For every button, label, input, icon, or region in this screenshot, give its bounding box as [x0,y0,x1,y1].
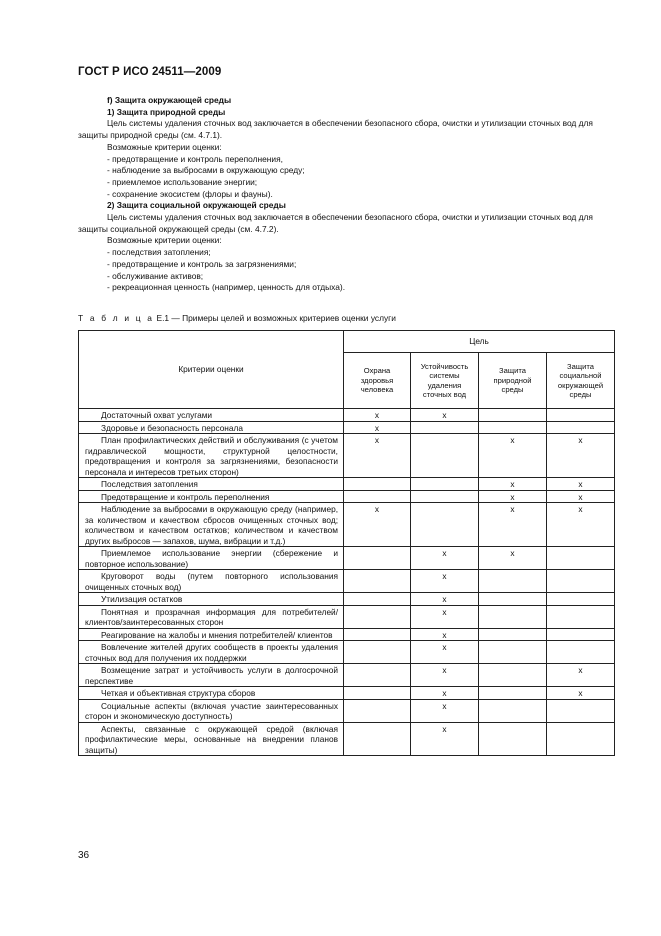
goal-mark-cell: x [547,490,615,503]
goal-mark-cell: x [547,434,615,478]
goal-mark-cell [547,570,615,593]
table-body [79,409,615,756]
table-row [79,722,615,756]
criterion-text: Наблюдение за выбросами в окружающую среду (например, за количеством и качеством сбросов очищенных сточных вод; количеством и качеством остатков; количеством и качеством других выбросов — запахов, шума, вибрации и т.д.) [85,504,338,546]
goal-mark-cell [479,409,547,422]
criterion-text: Здоровье и безопасность персонала [101,422,243,433]
section-1-item: - предотвращение и контроль переполнения, [107,153,283,164]
goal-mark-cell: x [479,547,547,570]
criterion-text: Достаточный охват услугами [101,410,213,420]
table-row [79,434,615,478]
goal-mark-cell: x [479,503,547,547]
goal-mark-cell [479,722,547,756]
section-1-item: - наблюдение за выбросами в окружающую среду; [107,165,305,176]
section-2-item: - обслуживание активов; [107,270,204,281]
goal-mark-cell [344,490,411,503]
section-1-item: - приемлемое использование энергии; [107,176,258,187]
criterion-cell [79,570,344,593]
section-2-criteria-intro: Возможные критерии оценки: [107,235,222,246]
table-head-criteria: Критерии оценки [79,331,344,409]
table-head-goal-column: Защита природной среды [479,353,547,409]
section-1-criteria-intro: Возможные критерии оценки: [107,141,222,152]
goal-mark-cell [344,593,411,606]
document-header: ГОСТ Р ИСО 24511—2009 [78,66,222,78]
goal-mark-cell: x [547,503,615,547]
criterion-text: Утилизация остатков [101,594,183,604]
table-row [79,687,615,700]
criterion-cell [79,664,344,687]
goal-mark-cell [479,687,547,700]
criterion-text: Понятная и прозрачная информация для потребителей/ клиентов/заинтересованных сторон [85,606,338,627]
goal-mark-cell [344,478,411,491]
criterion-text: Аспекты, связанные с окружающей средой (включая профилактические меры, основанные на внедрении планов защиты) [85,723,338,755]
goal-mark-cell: x [547,687,615,700]
table-caption-prefix: Т а б л и ц а [78,313,155,323]
criterion-cell [79,478,344,491]
goal-mark-cell: x [411,547,479,570]
goal-mark-cell [344,570,411,593]
table-head-goal-column: Охрана здоровья человека [344,353,411,409]
goal-mark-cell: x [344,421,411,434]
goal-mark-cell [479,605,547,628]
table-caption [78,313,396,323]
goal-mark-cell [344,605,411,628]
criterion-text: Возмещение затрат и устойчивость услуги в долгосрочной перспективе [85,665,338,686]
table-row [79,628,615,641]
goal-mark-cell: x [411,409,479,422]
goal-mark-cell [479,628,547,641]
goal-mark-cell [411,503,479,547]
goal-mark-cell [479,421,547,434]
table-row [79,605,615,628]
table-row [79,421,615,434]
goal-mark-cell [547,722,615,756]
table-row [79,503,615,547]
criterion-cell [79,699,344,722]
goal-mark-cell: x [411,628,479,641]
criterion-text: Вовлечение жителей других сообществ в проекты удаления сточных вод для получения их поддержки [85,642,338,663]
goal-mark-cell [547,699,615,722]
goal-mark-cell: x [411,570,479,593]
goal-mark-cell [411,421,479,434]
goal-mark-cell [479,664,547,687]
criterion-cell [79,722,344,756]
goal-mark-cell [344,664,411,687]
goal-mark-cell [344,641,411,664]
criterion-cell [79,605,344,628]
criterion-text: Четкая и объективная структура сборов [101,688,256,698]
criterion-text: Предотвращение и контроль переполнения [101,491,270,502]
goal-mark-cell [344,687,411,700]
table-row [79,699,615,722]
body-text [78,95,614,294]
criterion-text: Последствия затопления [101,479,198,489]
table-head-goal-column: Защита социальной окружающей среды [547,353,615,409]
goal-mark-cell: x [344,434,411,478]
goal-mark-cell: x [411,664,479,687]
goal-mark-cell [479,593,547,606]
table-head-goal: Цель [344,331,615,353]
page-number: 36 [78,850,90,861]
goal-mark-cell: x [411,593,479,606]
goal-mark-cell: x [479,434,547,478]
criterion-cell [79,628,344,641]
goal-mark-cell [479,570,547,593]
criterion-text: Приемлемое использование энергии (сбережение и повторное использование) [85,548,338,569]
criterion-text: Социальные аспекты (включая участие заинтересованных сторон и экономическую доступность) [85,700,338,721]
criterion-cell [79,593,344,606]
table-row [79,490,615,503]
goal-mark-cell [547,547,615,570]
section-1-title: 1) Защита природной среды [107,106,226,117]
section-2-item: - рекреационная ценность (например, ценность для отдыха). [107,282,346,293]
table-row [79,593,615,606]
goal-mark-cell [411,434,479,478]
goal-mark-cell: x [344,409,411,422]
section-2-title: 2) Защита социальной окружающей среды [107,200,286,211]
table-caption-text: Е.1 — Примеры целей и возможных критериев оценки услуги [154,313,396,323]
criterion-cell [79,547,344,570]
goal-mark-cell [411,490,479,503]
goal-mark-cell: x [479,490,547,503]
section-f-title: f) Защита окружающей среды [107,95,232,105]
table-head-goal-column: Устойчивость системы удаления сточных вод [411,353,479,409]
goal-mark-cell [344,547,411,570]
goal-mark-cell [344,722,411,756]
table-row [79,478,615,491]
goal-mark-cell: x [411,641,479,664]
goal-mark-cell: x [411,699,479,722]
criterion-cell [79,421,344,434]
goal-mark-cell [547,409,615,422]
goal-mark-cell: x [344,503,411,547]
section-2-text: Цель системы удаления сточных вод заключается в обеспечении безопасного сбора, очистки и утилизации сточных вод для защиты социальной окружающей среды (см. 4.7.2). [78,212,593,234]
goal-mark-cell [547,593,615,606]
section-1-item: - сохранение экосистем (флоры и фауны). [107,188,273,199]
goal-mark-cell: x [411,722,479,756]
criterion-cell [79,503,344,547]
section-2-item: - последствия затопления; [107,247,211,258]
criterion-cell [79,687,344,700]
criterion-text: Реагирование на жалобы и мнения потребителей/ клиентов [101,629,333,640]
criteria-table [78,330,615,756]
goal-mark-cell: x [547,664,615,687]
goal-mark-cell [547,605,615,628]
table-row [79,409,615,422]
goal-mark-cell [479,699,547,722]
table-row [79,664,615,687]
section-2-item: - предотвращение и контроль за загрязнениями; [107,258,297,269]
goal-mark-cell [479,641,547,664]
goal-mark-cell: x [411,605,479,628]
goal-mark-cell: x [411,687,479,700]
criterion-cell [79,409,344,422]
goal-mark-cell: x [479,478,547,491]
table-row [79,641,615,664]
criterion-text: План профилактических действий и обслуживания (с учетом гидравлической мощности, структурной целостности, предотвращения и контроля за загрязнениями, безопасности персонала и интересов третьих сторон) [85,435,338,477]
goal-mark-cell [344,699,411,722]
goal-mark-cell [547,641,615,664]
table-row [79,547,615,570]
criterion-cell [79,641,344,664]
goal-mark-cell: x [547,478,615,491]
criterion-cell [79,490,344,503]
section-1-text: Цель системы удаления сточных вод заключается в обеспечении безопасного сбора, очистки и утилизации сточных вод для защиты природной среды (см. 4.7.1). [78,118,593,141]
goal-mark-cell [344,628,411,641]
table-row [79,570,615,593]
criterion-text: Круговорот воды (путем повторного использования очищенных сточных вод) [85,571,338,592]
goal-mark-cell [411,478,479,491]
goal-mark-cell [547,421,615,434]
goal-mark-cell [547,628,615,641]
criterion-cell [79,434,344,478]
